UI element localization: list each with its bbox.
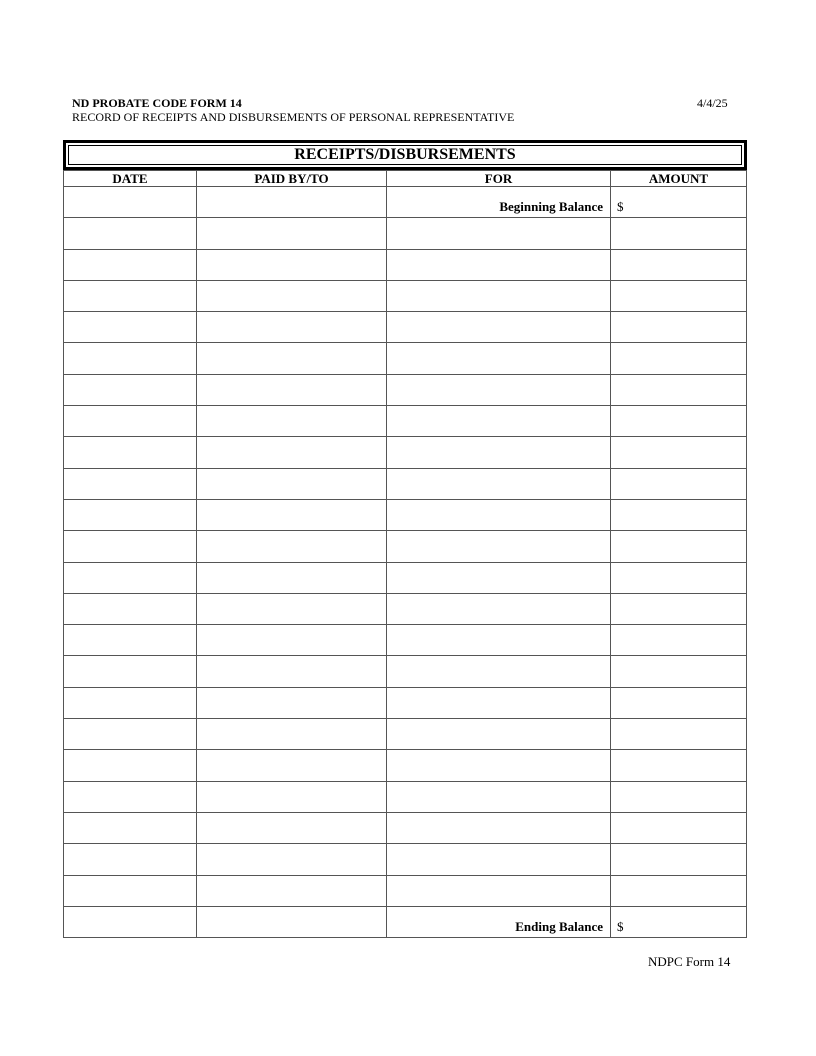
amount-cell[interactable] [611, 499, 747, 530]
paid-by-to-cell[interactable] [197, 656, 387, 687]
amount-cell[interactable] [611, 844, 747, 875]
date-cell[interactable] [64, 187, 197, 218]
for-cell[interactable] [387, 844, 611, 875]
for-cell[interactable] [387, 374, 611, 405]
date-cell[interactable] [64, 374, 197, 405]
paid-by-to-cell[interactable] [197, 812, 387, 843]
for-cell[interactable] [387, 218, 611, 249]
column-header-amount: AMOUNT [611, 171, 747, 187]
for-cell[interactable] [387, 437, 611, 468]
table-row [64, 249, 747, 280]
amount-cell[interactable] [611, 750, 747, 781]
paid-by-to-cell[interactable] [197, 249, 387, 280]
amount-cell[interactable] [611, 531, 747, 562]
date-cell[interactable] [64, 781, 197, 812]
paid-by-to-cell[interactable] [197, 499, 387, 530]
amount-cell[interactable] [611, 406, 747, 437]
date-cell[interactable] [64, 531, 197, 562]
table-row [64, 875, 747, 906]
paid-by-to-cell[interactable] [197, 437, 387, 468]
section-title: RECEIPTS/DISBURSEMENTS [68, 145, 742, 165]
for-cell[interactable] [387, 719, 611, 750]
paid-by-to-cell[interactable] [197, 593, 387, 624]
paid-by-to-cell[interactable] [197, 468, 387, 499]
amount-cell[interactable] [611, 656, 747, 687]
paid-by-to-cell[interactable] [197, 687, 387, 718]
date-cell[interactable] [64, 280, 197, 311]
for-cell[interactable] [387, 499, 611, 530]
paid-by-to-cell[interactable] [197, 875, 387, 906]
header-row [64, 171, 747, 187]
date-cell[interactable] [64, 218, 197, 249]
date-cell[interactable] [64, 562, 197, 593]
date-cell[interactable] [64, 593, 197, 624]
paid-by-to-cell[interactable] [197, 750, 387, 781]
form-footer-id: NDPC Form 14 [648, 954, 731, 969]
table-row [64, 562, 747, 593]
date-cell[interactable] [64, 625, 197, 656]
form-title: ND PROBATE CODE FORM 14 [72, 96, 242, 110]
amount-cell[interactable] [611, 781, 747, 812]
date-cell[interactable] [64, 312, 197, 343]
table-row [64, 593, 747, 624]
table-row [64, 750, 747, 781]
paid-by-to-cell[interactable] [197, 781, 387, 812]
amount-cell[interactable] [611, 593, 747, 624]
paid-by-to-cell[interactable] [197, 312, 387, 343]
column-header-paid-by-to: PAID BY/TO [197, 171, 387, 187]
table-row [64, 280, 747, 311]
date-cell[interactable] [64, 906, 197, 937]
paid-by-to-cell[interactable] [197, 374, 387, 405]
ending-balance-label: Ending Balance [387, 906, 611, 937]
for-cell[interactable] [387, 625, 611, 656]
amount-cell[interactable] [611, 218, 747, 249]
table-row [64, 531, 747, 562]
for-cell[interactable] [387, 781, 611, 812]
for-cell[interactable] [387, 593, 611, 624]
paid-by-to-cell[interactable] [197, 187, 387, 218]
for-cell[interactable] [387, 750, 611, 781]
for-cell[interactable] [387, 562, 611, 593]
table-row [64, 312, 747, 343]
beginning-balance-amount[interactable]: $ [611, 187, 747, 218]
table-row [64, 437, 747, 468]
table-row [64, 656, 747, 687]
for-cell[interactable] [387, 280, 611, 311]
paid-by-to-cell[interactable] [197, 844, 387, 875]
paid-by-to-cell[interactable] [197, 406, 387, 437]
amount-cell[interactable] [611, 249, 747, 280]
table-row [64, 687, 747, 718]
amount-cell[interactable] [611, 625, 747, 656]
date-cell[interactable] [64, 656, 197, 687]
table-row [64, 719, 747, 750]
amount-cell[interactable] [611, 719, 747, 750]
for-cell[interactable] [387, 312, 611, 343]
for-cell[interactable] [387, 406, 611, 437]
date-cell[interactable] [64, 875, 197, 906]
beginning-balance-row [64, 187, 747, 218]
amount-cell[interactable] [611, 374, 747, 405]
date-cell[interactable] [64, 343, 197, 374]
amount-cell[interactable] [611, 875, 747, 906]
date-cell[interactable] [64, 687, 197, 718]
paid-by-to-cell[interactable] [197, 280, 387, 311]
column-header-for: FOR [387, 171, 611, 187]
amount-cell[interactable] [611, 343, 747, 374]
table-row [64, 625, 747, 656]
date-cell[interactable] [64, 812, 197, 843]
table-row [64, 499, 747, 530]
amount-cell[interactable] [611, 312, 747, 343]
paid-by-to-cell[interactable] [197, 562, 387, 593]
amount-cell[interactable] [611, 562, 747, 593]
date-cell[interactable] [64, 437, 197, 468]
for-cell[interactable] [387, 468, 611, 499]
beginning-balance-label: Beginning Balance [387, 187, 611, 218]
ledger-table [63, 170, 747, 938]
section-banner [63, 140, 747, 170]
table-row [64, 218, 747, 249]
table-row [64, 374, 747, 405]
for-cell[interactable] [387, 687, 611, 718]
paid-by-to-cell[interactable] [197, 906, 387, 937]
date-cell[interactable] [64, 844, 197, 875]
table-row [64, 844, 747, 875]
paid-by-to-cell[interactable] [197, 343, 387, 374]
for-cell[interactable] [387, 875, 611, 906]
amount-cell[interactable] [611, 687, 747, 718]
revision-date: 4/4/25 [697, 96, 728, 110]
table-row [64, 468, 747, 499]
for-cell[interactable] [387, 249, 611, 280]
paid-by-to-cell[interactable] [197, 218, 387, 249]
date-cell[interactable] [64, 719, 197, 750]
ending-balance-amount[interactable]: $ [611, 906, 747, 937]
table-row [64, 406, 747, 437]
ending-balance-row [64, 906, 747, 937]
amount-cell[interactable] [611, 280, 747, 311]
for-cell[interactable] [387, 656, 611, 687]
table-row [64, 343, 747, 374]
for-cell[interactable] [387, 812, 611, 843]
amount-cell[interactable] [611, 468, 747, 499]
table-row [64, 781, 747, 812]
date-cell[interactable] [64, 499, 197, 530]
paid-by-to-cell[interactable] [197, 625, 387, 656]
date-cell[interactable] [64, 750, 197, 781]
for-cell[interactable] [387, 343, 611, 374]
for-cell[interactable] [387, 531, 611, 562]
amount-cell[interactable] [611, 437, 747, 468]
paid-by-to-cell[interactable] [197, 531, 387, 562]
table-row [64, 812, 747, 843]
paid-by-to-cell[interactable] [197, 719, 387, 750]
amount-cell[interactable] [611, 812, 747, 843]
date-cell[interactable] [64, 468, 197, 499]
form-subtitle: RECORD OF RECEIPTS AND DISBURSEMENTS OF PERSONAL REPRESENTATIVE [72, 110, 515, 124]
date-cell[interactable] [64, 249, 197, 280]
column-header-date: DATE [64, 171, 197, 187]
date-cell[interactable] [64, 406, 197, 437]
